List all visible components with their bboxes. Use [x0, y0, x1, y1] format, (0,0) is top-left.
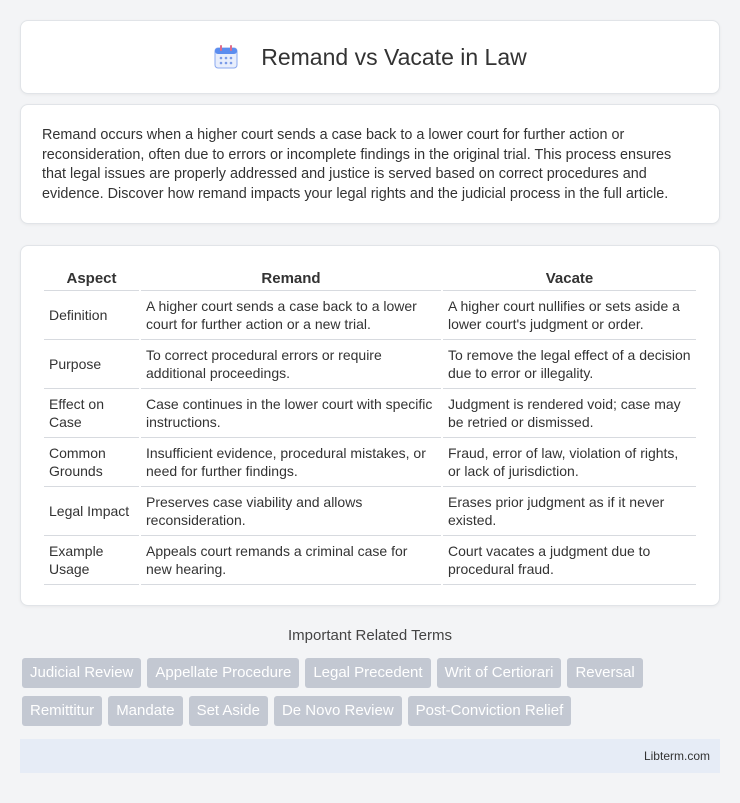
row-vacate: Erases prior judgment as if it never existed. — [443, 487, 696, 536]
row-aspect: Example Usage — [44, 536, 139, 585]
table-header-row — [44, 266, 696, 291]
intro-paragraph: Remand occurs when a higher court sends a case back to a lower court for further action or reconsideration, often due to errors or incomplete findings in the original trial. This process ensures that legal issues are properly addressed and justice is served based on correct procedures and evidence. Discover how remand impacts your legal rights and the judicial process in the full article. — [42, 127, 672, 202]
tag-set-aside[interactable]: Set Aside — [189, 696, 268, 726]
related-terms-title: Important Related Terms — [288, 627, 452, 644]
row-vacate: Fraud, error of law, violation of rights, or lack of jurisdiction. — [443, 438, 696, 487]
row-aspect: Common Grounds — [44, 438, 139, 487]
footer-site-link[interactable]: Libterm.com — [643, 749, 710, 763]
row-vacate: To remove the legal effect of a decision due to error or illegality. — [443, 340, 696, 389]
comparison-table — [42, 266, 698, 585]
row-vacate: Judgment is rendered void; case may be retried or dismissed. — [443, 389, 696, 438]
row-remand: Insufficient evidence, procedural mistakes, or need for further findings. — [141, 438, 441, 487]
page-title: Remand vs Vacate in Law — [261, 43, 527, 70]
table-row — [44, 438, 696, 487]
footer — [20, 739, 720, 773]
header-aspect: Aspect — [44, 266, 139, 291]
comparison-card — [20, 245, 720, 606]
tag-legal-precedent[interactable]: Legal Precedent — [305, 658, 430, 688]
row-remand: A higher court sends a case back to a lower court for further action or a new trial. — [141, 291, 441, 340]
row-remand: Preserves case viability and allows reconsideration. — [141, 487, 441, 536]
row-aspect: Purpose — [44, 340, 139, 389]
tag-reversal[interactable]: Reversal — [567, 658, 642, 688]
table-row — [44, 536, 696, 585]
row-vacate: Court vacates a judgment due to procedural fraud. — [443, 536, 696, 585]
tag-remittitur[interactable]: Remittitur — [22, 696, 102, 726]
row-remand: Case continues in the lower court with specific instructions. — [141, 389, 441, 438]
row-remand: To correct procedural errors or require additional proceedings. — [141, 340, 441, 389]
intro-card — [20, 104, 720, 224]
tag-writ-of-certiorari[interactable]: Writ of Certiorari — [437, 658, 562, 688]
table-row — [44, 291, 696, 340]
tag-de-novo-review[interactable]: De Novo Review — [274, 696, 402, 726]
header-remand: Remand — [141, 266, 441, 291]
header-vacate: Vacate — [443, 266, 696, 291]
title-card — [20, 20, 720, 94]
related-terms-list — [22, 658, 722, 726]
row-aspect: Definition — [44, 291, 139, 340]
tag-post-conviction-relief[interactable]: Post-Conviction Relief — [408, 696, 572, 726]
tag-judicial-review[interactable]: Judicial Review — [22, 658, 141, 688]
row-aspect: Legal Impact — [44, 487, 139, 536]
table-row — [44, 487, 696, 536]
tag-appellate-procedure[interactable]: Appellate Procedure — [147, 658, 299, 688]
tag-mandate[interactable]: Mandate — [108, 696, 182, 726]
table-row — [44, 389, 696, 438]
calendar-icon — [213, 44, 239, 70]
row-aspect: Effect on Case — [44, 389, 139, 438]
table-row — [44, 340, 696, 389]
row-vacate: A higher court nullifies or sets aside a lower court's judgment or order. — [443, 291, 696, 340]
row-remand: Appeals court remands a criminal case for new hearing. — [141, 536, 441, 585]
